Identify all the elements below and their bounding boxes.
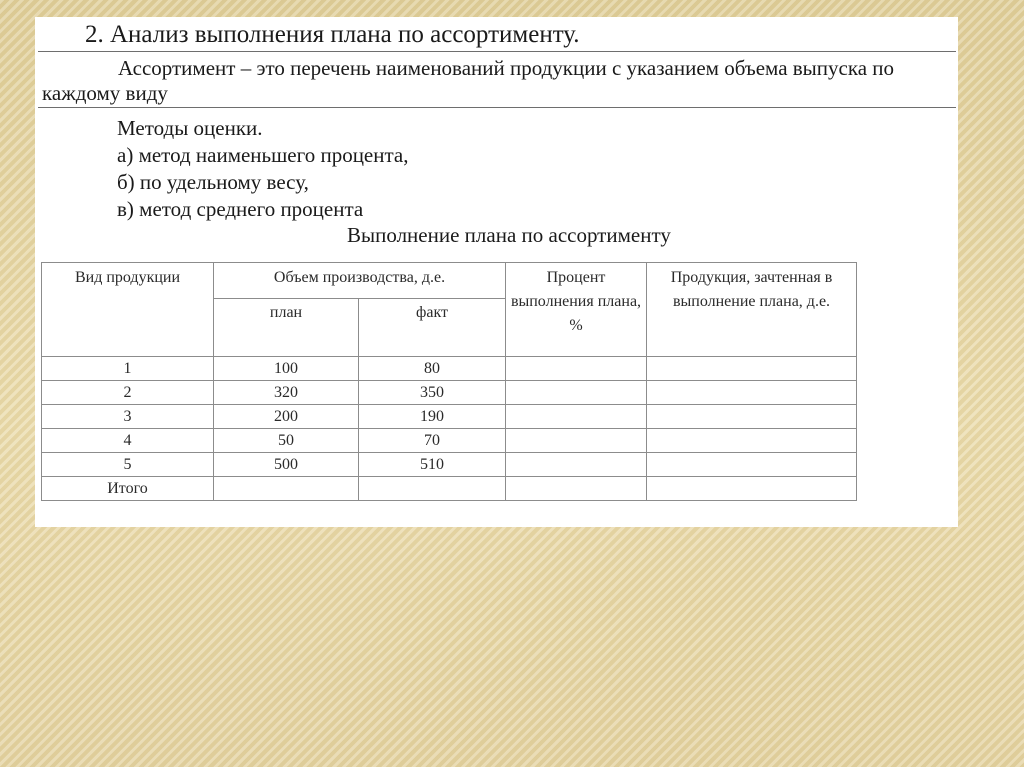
table-row	[42, 357, 857, 381]
cell-fact: 350	[359, 381, 506, 405]
cell-fact: 70	[359, 429, 506, 453]
cell-credited	[647, 357, 857, 381]
cell-percent	[506, 405, 647, 429]
table-header-row	[42, 263, 857, 299]
cell-credited	[647, 477, 857, 501]
cell-credited	[647, 405, 857, 429]
header-plan: план	[214, 299, 359, 357]
cell-credited	[647, 453, 857, 477]
table-row	[42, 453, 857, 477]
cell-credited	[647, 381, 857, 405]
cell-plan: 50	[214, 429, 359, 453]
cell-kind: 3	[42, 405, 214, 429]
cell-percent	[506, 429, 647, 453]
methods-title: Методы оценки.	[117, 116, 263, 140]
table-title: Выполнение плана по ассортименту	[347, 223, 671, 247]
method-item: в) метод среднего процента	[117, 197, 364, 221]
cell-percent	[506, 381, 647, 405]
header-volume: Объем производства, д.е.	[214, 263, 506, 299]
definition-box	[38, 51, 956, 108]
cell-fact	[359, 477, 506, 501]
cell-kind: 1	[42, 357, 214, 381]
cell-fact: 80	[359, 357, 506, 381]
cell-total-label: Итого	[42, 477, 214, 501]
cell-fact: 510	[359, 453, 506, 477]
header-credited: Продукция, зачтенная в выполнение плана, д.е.	[647, 263, 857, 357]
cell-kind: 2	[42, 381, 214, 405]
cell-plan: 320	[214, 381, 359, 405]
method-item: а) метод наименьшего процента,	[117, 143, 409, 167]
cell-credited	[647, 429, 857, 453]
assortment-table	[41, 262, 857, 501]
cell-kind: 4	[42, 429, 214, 453]
cell-kind: 5	[42, 453, 214, 477]
cell-plan: 100	[214, 357, 359, 381]
method-item: б) по удельному весу,	[117, 170, 309, 194]
definition-text: Ассортимент – это перечень наименований продукции с указанием объема выпуска по каждому виду	[42, 56, 895, 105]
cell-percent	[506, 453, 647, 477]
cell-percent	[506, 477, 647, 501]
cell-plan: 500	[214, 453, 359, 477]
cell-percent	[506, 357, 647, 381]
cell-fact: 190	[359, 405, 506, 429]
table-total-row	[42, 477, 857, 501]
cell-plan: 200	[214, 405, 359, 429]
header-percent: Процент выполнения плана, %	[506, 263, 647, 357]
methods-list	[117, 115, 409, 223]
table-row	[42, 429, 857, 453]
table-row	[42, 405, 857, 429]
cell-plan	[214, 477, 359, 501]
slide-heading: 2. Анализ выполнения плана по ассортименту.	[85, 21, 580, 48]
header-kind: Вид продукции	[42, 263, 214, 357]
header-fact: факт	[359, 299, 506, 357]
table-row	[42, 381, 857, 405]
slide-content	[35, 17, 958, 527]
